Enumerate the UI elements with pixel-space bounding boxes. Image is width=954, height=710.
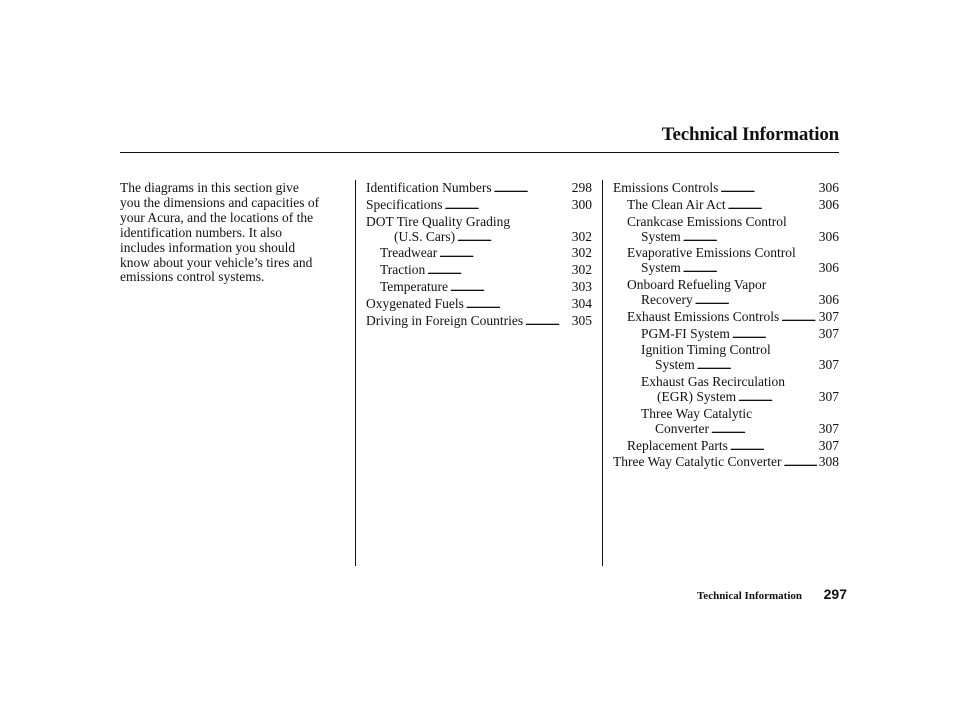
toc-leader-dots xyxy=(525,314,570,331)
toc-entry-page: 304 xyxy=(571,295,592,311)
toc-entry[interactable] xyxy=(366,198,592,215)
intro-line: know about your vehicle’s tires and xyxy=(120,254,313,270)
footer-section-label: Technical Information xyxy=(696,590,802,602)
toc-leader-dots xyxy=(732,327,817,344)
toc-entry-title: Traction xyxy=(380,262,426,278)
toc-entry[interactable] xyxy=(613,327,839,344)
toc-entry-title: Temperature xyxy=(380,279,449,295)
toc-entry[interactable] xyxy=(613,230,839,247)
toc-entry-title: DOT Tire Quality Grading xyxy=(366,213,511,229)
toc-entry[interactable] xyxy=(366,181,592,198)
column-divider-right xyxy=(602,180,603,566)
toc-leader-dots xyxy=(697,358,817,375)
toc-entry[interactable] xyxy=(613,246,839,261)
toc-leader-dots xyxy=(730,439,817,456)
footer-page-number: 297 xyxy=(823,586,847,602)
toc-entry[interactable] xyxy=(613,198,839,215)
toc-entry[interactable] xyxy=(613,310,839,327)
toc-entry-title: Replacement Parts xyxy=(627,437,728,453)
toc-entry-page: 298 xyxy=(571,180,592,195)
toc-entry-page: 306 xyxy=(818,196,839,212)
intro-line: identification numbers. It also xyxy=(120,224,282,240)
toc-leader-dots xyxy=(427,263,569,280)
toc-leader-dots xyxy=(738,390,817,407)
page-title: Technical Information xyxy=(661,124,839,145)
toc-entry-title: Crankcase Emissions Control xyxy=(627,213,787,229)
toc-entry-title: Emissions Controls xyxy=(613,180,719,195)
toc-entry[interactable] xyxy=(366,246,592,263)
toc-entry-title: (EGR) System xyxy=(657,388,737,404)
toc-right-column xyxy=(613,181,839,472)
toc-entry-title: Three Way Catalytic Converter xyxy=(613,454,782,470)
toc-entry[interactable] xyxy=(613,215,839,230)
toc-entry-page: 302 xyxy=(571,228,592,244)
toc-entry[interactable] xyxy=(366,297,592,314)
toc-entry[interactable] xyxy=(366,230,592,247)
toc-leader-dots xyxy=(781,310,816,327)
toc-entry[interactable] xyxy=(613,293,839,310)
toc-entry-title: Treadwear xyxy=(380,245,438,261)
intro-line: emissions control systems. xyxy=(120,269,265,285)
toc-entry-page: 303 xyxy=(571,279,592,295)
intro-line: you the dimensions and capacities of xyxy=(120,194,320,210)
toc-entry-title: Identification Numbers xyxy=(366,180,492,195)
title-rule xyxy=(120,152,839,153)
toc-leader-dots xyxy=(695,293,817,310)
toc-entry-title: Exhaust Gas Recirculation xyxy=(641,374,785,390)
toc-entry-title: Exhaust Emissions Controls xyxy=(627,308,780,324)
toc-entry[interactable] xyxy=(613,358,839,375)
toc-leader-dots xyxy=(683,261,817,278)
toc-entry[interactable] xyxy=(613,407,839,422)
toc-entry-page: 307 xyxy=(818,357,839,373)
intro-line: your Acura, and the locations of the xyxy=(120,209,314,225)
toc-leader-dots xyxy=(711,422,817,439)
toc-entry-title: System xyxy=(655,357,695,373)
toc-entry[interactable] xyxy=(613,261,839,278)
toc-entry[interactable] xyxy=(613,278,839,293)
toc-leader-dots xyxy=(783,455,816,472)
toc-leader-dots xyxy=(683,230,817,247)
toc-entry[interactable] xyxy=(366,280,592,297)
toc-entry-title: Three Way Catalytic xyxy=(641,405,753,421)
toc-leader-dots xyxy=(439,246,570,263)
toc-entry-title: Onboard Refueling Vapor xyxy=(627,277,767,293)
toc-entry-title: PGM-FI System xyxy=(641,325,730,341)
toc-entry-title: The Clean Air Act xyxy=(627,196,726,212)
toc-entry-page: 306 xyxy=(818,260,839,276)
toc-leader-dots xyxy=(457,230,570,247)
toc-entry[interactable] xyxy=(613,390,839,407)
toc-entry-title: Converter xyxy=(655,420,709,436)
toc-entry-title: (U.S. Cars) xyxy=(394,228,456,244)
intro-line: The diagrams in this section give xyxy=(120,180,299,195)
toc-entry-page: 307 xyxy=(818,420,839,436)
toc-entry[interactable] xyxy=(613,375,839,390)
toc-entry-page: 308 xyxy=(818,454,839,470)
toc-leader-dots xyxy=(444,198,569,215)
toc-entry-page: 306 xyxy=(818,228,839,244)
toc-middle-column xyxy=(366,181,592,331)
toc-entry-page: 307 xyxy=(818,325,839,341)
toc-leader-dots xyxy=(494,181,570,198)
toc-entry-title: Evaporative Emissions Control xyxy=(627,245,796,261)
intro-paragraph xyxy=(120,181,348,285)
toc-leader-dots xyxy=(720,181,816,198)
toc-leader-dots xyxy=(728,198,817,215)
toc-entry-title: System xyxy=(641,228,681,244)
toc-entry[interactable] xyxy=(366,215,592,230)
toc-entry[interactable] xyxy=(613,422,839,439)
toc-entry-title: Ignition Timing Control xyxy=(641,342,771,358)
toc-entry-title: Driving in Foreign Countries xyxy=(366,312,524,328)
toc-entry-title: Specifications xyxy=(366,196,443,212)
toc-entry-page: 307 xyxy=(818,308,839,324)
toc-entry-page: 306 xyxy=(818,291,839,307)
toc-entry[interactable] xyxy=(366,314,592,331)
intro-line: includes information you should xyxy=(120,239,296,255)
toc-entry-page: 302 xyxy=(571,262,592,278)
toc-leader-dots xyxy=(466,297,570,314)
toc-entry-page: 300 xyxy=(571,196,592,212)
toc-entry-page: 307 xyxy=(818,388,839,404)
toc-entry[interactable] xyxy=(613,439,839,456)
toc-entry-page: 305 xyxy=(571,312,592,328)
toc-entry-page: 307 xyxy=(818,437,839,453)
toc-entry[interactable] xyxy=(613,343,839,358)
toc-entry-title: Oxygenated Fuels xyxy=(366,295,464,311)
toc-entry[interactable] xyxy=(366,263,592,280)
column-divider-left xyxy=(355,180,356,566)
toc-entry-title: Recovery xyxy=(641,291,693,307)
toc-entry-page: 302 xyxy=(571,245,592,261)
toc-entry-page: 306 xyxy=(818,180,839,195)
toc-leader-dots xyxy=(450,280,570,297)
toc-entry[interactable] xyxy=(613,181,839,198)
toc-entry[interactable] xyxy=(613,455,839,472)
toc-entry-title: System xyxy=(641,260,681,276)
